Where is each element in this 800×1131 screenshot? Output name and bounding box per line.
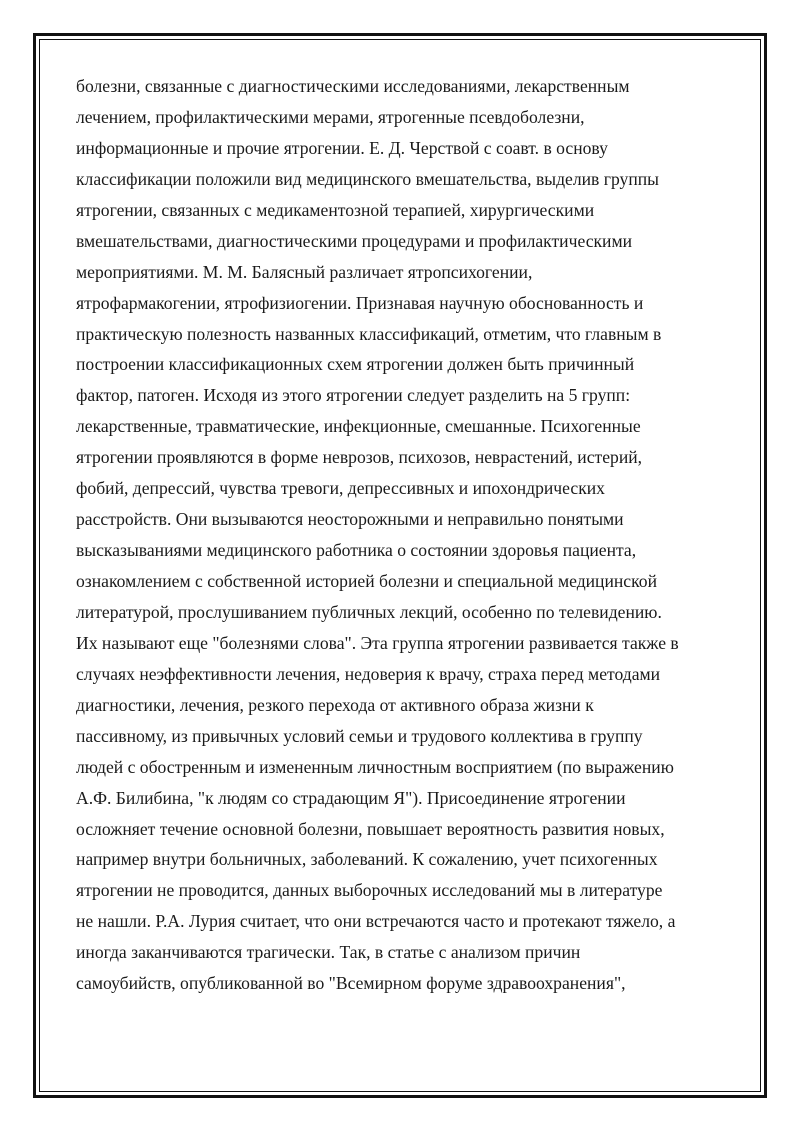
body-text	[76, 71, 736, 999]
text-line: людей с обостренным и измененным личностным восприятием (по выражению	[76, 756, 674, 777]
text-line: вмешательствами, диагностическими процедурами и профилактическими	[76, 230, 633, 251]
text-line: Их называют еще "болезнями слова". Эта группа ятрогении развивается также в	[76, 632, 679, 653]
text-line: практическую полезность названных классификаций, отметим, что главным в	[76, 323, 662, 344]
text-line: литературой, прослушиванием публичных лекций, особенно по телевидению.	[76, 601, 662, 622]
text-line: лекарственные, травматические, инфекционные, смешанные. Психогенные	[76, 416, 641, 437]
text-line: ятрофармакогении, ятрофизиогении. Признавая научную обоснованность и	[76, 292, 644, 313]
text-line: болезни, связанные с диагностическими исследованиями, лекарственным	[76, 76, 630, 96]
text-line: лечением, профилактическими мерами, ятрогенные псевдоболезни,	[76, 106, 585, 127]
text-line: иногда заканчиваются трагически. Так, в статье с анализом причин	[76, 942, 581, 963]
text-line: расстройств. Они вызываются неосторожными и неправильно понятыми	[76, 509, 624, 530]
text-line: построении классификационных схем ятрогении должен быть причинный	[76, 354, 635, 375]
text-line: случаях неэффективности лечения, недоверия к врачу, страха перед методами	[76, 663, 661, 684]
text-line: самоубийств, опубликованной во "Всемирном форуме здравоохранения",	[76, 973, 626, 994]
text-line: ятрогении не проводится, данных выборочных исследований мы в литературе	[76, 880, 663, 901]
text-line: классификации положили вид медицинского вмешательства, выделив группы	[76, 168, 659, 189]
text-line: осложняет течение основной болезни, повышает вероятность развития новых,	[76, 818, 665, 839]
text-line: не нашли. Р.А. Лурия считает, что они встречаются часто и протекают тяжело, а	[76, 911, 676, 932]
text-line: мероприятиями. М. М. Балясный различает ятропсихогении,	[76, 261, 533, 282]
text-line: высказываниями медицинского работника о состоянии здоровья пациента,	[76, 540, 637, 561]
text-line: пассивному, из привычных условий семьи и трудового коллектива в группу	[76, 725, 643, 746]
text-line: диагностики, лечения, резкого перехода от активного образа жизни к	[76, 694, 594, 715]
text-line: информационные и прочие ятрогении. Е. Д. Черствой с соавт. в основу	[76, 137, 608, 158]
text-line: фактор, патоген. Исходя из этого ятрогении следует разделить на 5 групп:	[76, 385, 631, 406]
text-line: ятрогении, связанных с медикаментозной терапией, хирургическими	[76, 199, 595, 220]
text-line: например внутри больничных, заболеваний. К сожалению, учет психогенных	[76, 849, 658, 870]
text-line: ятрогении проявляются в форме неврозов, психозов, неврастений, истерий,	[76, 447, 643, 468]
text-line: ознакомлением с собственной историей болезни и специальной медицинской	[76, 571, 657, 591]
text-line: фобий, депрессий, чувства тревоги, депрессивных и ипохондрических	[76, 478, 605, 499]
text-line: А.Ф. Билибина, "к людям со страдающим Я"). Присоединение ятрогении	[76, 787, 626, 808]
